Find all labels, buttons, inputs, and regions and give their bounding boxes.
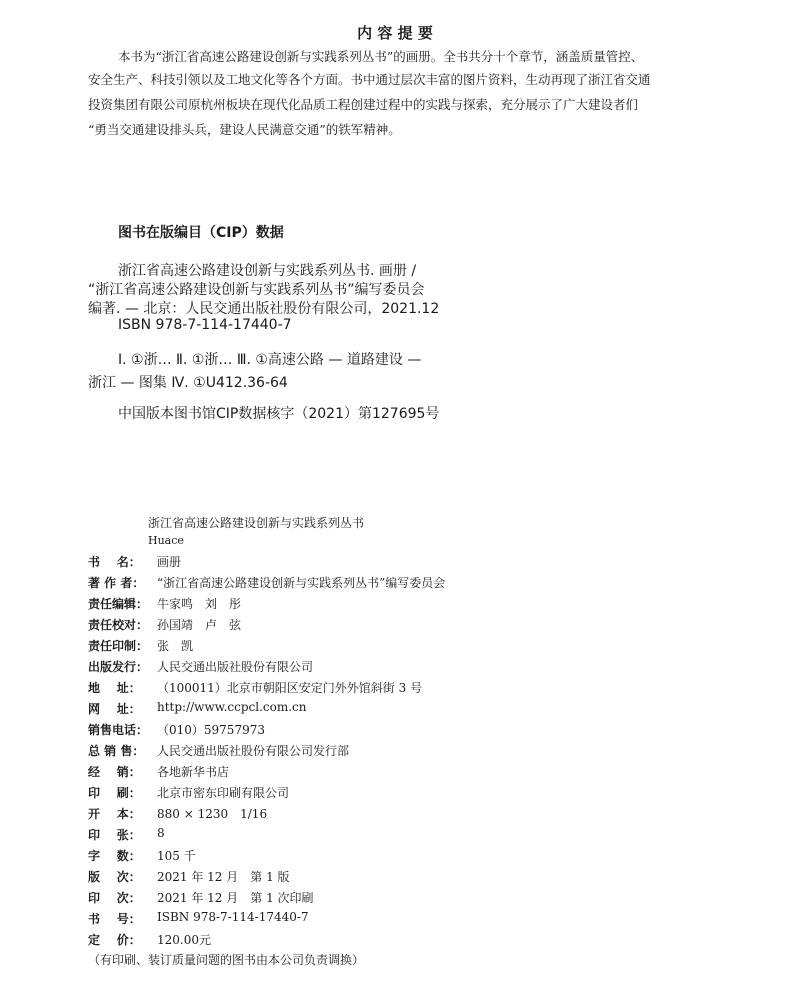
- row-label: 责任印制：: [88, 639, 149, 653]
- copyright-row: [88, 742, 349, 759]
- row-value: “浙江省高速公路建设创新与实践系列丛书”编写委员会: [157, 576, 446, 590]
- row-label: 著 作 者：: [88, 576, 145, 590]
- row-label: 印 次：: [88, 891, 141, 905]
- copyright-row: [88, 826, 165, 843]
- row-label: 定 价：: [88, 933, 141, 947]
- copyright-row: [88, 637, 193, 654]
- row-value: （100011）北京市朝阳区安定门外外馆斜街 3 号: [157, 681, 423, 695]
- cip-isbn: ISBN 978-7-114-17440-7: [118, 317, 292, 333]
- row-label: 销售电话：: [88, 723, 149, 737]
- row-label: 出版发行：: [88, 660, 149, 674]
- copyright-row: [88, 763, 229, 780]
- copyright-row: [88, 595, 241, 612]
- row-label: 书 号：: [88, 912, 141, 926]
- copyright-row: [88, 574, 445, 591]
- summary-line: “勇当交通建设排头兵，建设人民满意交通”的铁军精神。: [88, 122, 401, 137]
- row-value: 120.00元: [157, 933, 211, 947]
- row-label: 网 址：: [88, 702, 141, 716]
- cip-classification: 浙江 — 图集 Ⅳ. ①U412.36-64: [88, 375, 288, 391]
- copyright-row: [88, 931, 211, 948]
- copyright-row: [88, 616, 241, 633]
- cip-line: 浙江省高速公路建设创新与实践系列丛书. 画册 /: [118, 263, 417, 279]
- row-value: http://www.ccpcl.com.cn: [157, 700, 307, 714]
- row-value: （010）59757973: [157, 723, 265, 737]
- row-value: 北京市密东印刷有限公司: [157, 786, 290, 800]
- cip-line: “浙江省高速公路建设创新与实践系列丛书”编写委员会: [88, 282, 425, 298]
- row-value: 各地新华书店: [157, 765, 230, 779]
- quality-note: （有印刷、装订质量问题的图书由本公司负责调换）: [88, 953, 365, 967]
- copyright-row: [88, 847, 196, 864]
- row-label: 版 次：: [88, 870, 141, 884]
- cip-classification: Ⅰ. ①浙… Ⅱ. ①浙… Ⅲ. ①高速公路 — 道路建设 —: [118, 352, 422, 368]
- row-value: ISBN 978-7-114-17440-7: [157, 910, 309, 924]
- row-value: 2021 年 12 月 第 1 次印刷: [157, 891, 314, 905]
- row-label: 印 刷：: [88, 786, 141, 800]
- row-value: 8: [157, 826, 165, 840]
- cip-record-number: 中国版本图书馆CIP数据核字（2021）第127695号: [118, 406, 440, 422]
- row-value: 2021 年 12 月 第 1 版: [157, 870, 290, 884]
- copyright-row: [88, 721, 265, 738]
- copyright-row: [88, 700, 306, 717]
- row-label: 总 销 售：: [88, 744, 145, 758]
- row-label: 字 数：: [88, 849, 141, 863]
- copyright-row: [88, 889, 314, 906]
- row-label: 地 址：: [88, 681, 141, 695]
- copyright-row: [88, 910, 309, 927]
- row-label: 经 销：: [88, 765, 141, 779]
- copyright-row: [88, 784, 289, 801]
- row-value: 牛家鸣 刘 彤: [157, 597, 242, 611]
- row-value: 画册: [157, 555, 182, 569]
- row-label: 责任编辑：: [88, 597, 149, 611]
- copyright-row: [88, 868, 290, 885]
- copyright-row: [88, 658, 313, 675]
- summary-title: 内 容 提 要: [357, 24, 433, 42]
- summary-line: 安全生产、科技引领以及工地文化等各个方面。书中通过层次丰富的图片资料，生动再现了浙江省交通: [88, 72, 651, 87]
- row-value: 人民交通出版社股份有限公司: [157, 660, 314, 674]
- row-label: 书 名：: [88, 555, 141, 569]
- row-label: 责任校对：: [88, 618, 149, 632]
- copyright-row: [88, 679, 422, 696]
- row-label: 印 张：: [88, 828, 141, 842]
- copyright-row: [88, 805, 267, 822]
- row-value: 人民交通出版社股份有限公司发行部: [157, 744, 350, 758]
- row-value: 孙国靖 卢 弦: [157, 618, 242, 632]
- row-value: 张 凯: [157, 639, 194, 653]
- series-title: 浙江省高速公路建设创新与实践系列丛书: [148, 516, 365, 530]
- row-value: 105 千: [157, 849, 196, 863]
- cip-title: 图书在版编目（CIP）数据: [118, 225, 284, 241]
- cip-line: 编著. — 北京：人民交通出版社股份有限公司，2021.12: [88, 301, 440, 317]
- summary-line: 本书为“浙江省高速公路建设创新与实践系列丛书”的画册。全书共分十个章节，涵盖质量管控、: [118, 49, 644, 64]
- summary-line: 投资集团有限公司原杭州板块在现代化品质工程创建过程中的实践与探索，充分展示了广大建设者们: [88, 97, 639, 112]
- title-pinyin: Huace: [148, 534, 184, 547]
- row-label: 开 本：: [88, 807, 141, 821]
- row-value: 880 × 1230 1/16: [157, 807, 268, 821]
- copyright-row: [88, 553, 181, 570]
